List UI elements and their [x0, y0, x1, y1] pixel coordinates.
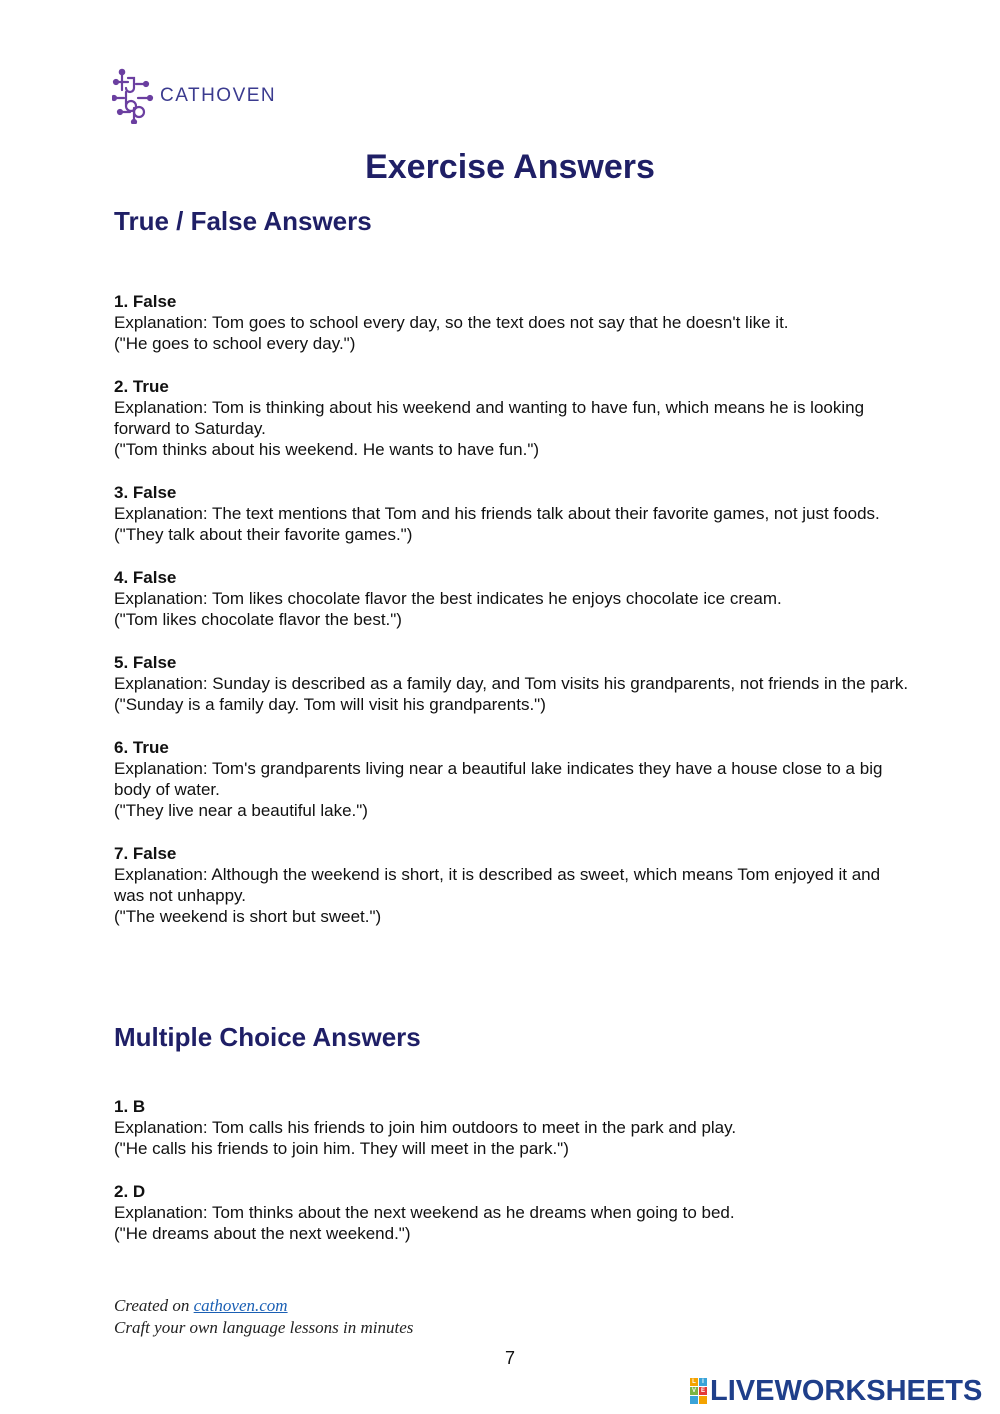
answer-item: [114, 482, 914, 545]
answer-item: [114, 843, 914, 927]
answer-explanation: Explanation: Tom calls his friends to join him outdoors to meet in the park and play.: [114, 1118, 737, 1137]
answer-quote: ("The weekend is short but sweet."): [114, 907, 382, 926]
section-heading-true-false: True / False Answers: [114, 206, 372, 236]
answer-explanation: Explanation: Tom is thinking about his weekend and wanting to have fun, which means he is looking forward to Saturday.: [114, 398, 865, 438]
answer-label: 4. False: [114, 568, 177, 587]
answer-label: 7. False: [114, 844, 177, 863]
brand-logo: [112, 68, 276, 124]
answer-label: 2. D: [114, 1182, 146, 1201]
answer-item: [114, 652, 914, 715]
footer: [114, 1295, 413, 1339]
true-false-answers: [114, 291, 914, 949]
answer-explanation: Explanation: Tom thinks about the next weekend as he dreams when going to bed.: [114, 1203, 735, 1222]
answer-quote: ("He goes to school every day."): [114, 334, 356, 353]
answer-explanation: Explanation: Tom's grandparents living near a beautiful lake indicates they have a house close to a big body of water.: [114, 759, 883, 799]
liveworksheets-text: LIVEWORKSHEETS: [710, 1374, 983, 1407]
answer-item: [114, 1096, 914, 1159]
lw-icon-letter: E: [700, 1388, 705, 1394]
answer-explanation: Explanation: Tom goes to school every day, so the text does not say that he doesn't like it.: [114, 313, 789, 332]
liveworksheets-logo-icon: [690, 1378, 707, 1404]
answer-label: 3. False: [114, 483, 177, 502]
circuit-logo-icon: [112, 68, 154, 124]
footer-tagline: Craft your own language lessons in minutes: [114, 1318, 414, 1337]
section-heading-multiple-choice: Multiple Choice Answers: [114, 1022, 421, 1052]
liveworksheets-watermark: [690, 1374, 982, 1408]
answer-label: 6. True: [114, 738, 169, 757]
answer-explanation: Explanation: Sunday is described as a family day, and Tom visits his grandparents, not friends in the park.: [114, 674, 909, 693]
answer-explanation: Explanation: The text mentions that Tom and his friends talk about their favorite games, not just foods.: [114, 504, 880, 523]
answer-item: [114, 567, 914, 630]
answer-label: 1. B: [114, 1097, 146, 1116]
footer-created-line: [114, 1295, 413, 1317]
answer-label: 2. True: [114, 377, 169, 396]
answer-label: 1. False: [114, 292, 177, 311]
answer-explanation: Explanation: Although the weekend is short, it is described as sweet, which means Tom enjoyed it and was not unhappy.: [114, 865, 881, 905]
answer-quote: ("Sunday is a family day. Tom will visit his grandparents."): [114, 695, 546, 714]
answer-quote: ("They talk about their favorite games."): [114, 525, 413, 544]
answer-item: [114, 1181, 914, 1244]
answer-item: [114, 737, 914, 821]
lw-icon-letter: L: [690, 1378, 698, 1386]
page-title: Exercise Answers: [365, 148, 655, 186]
lw-icon-letter: I: [699, 1378, 707, 1386]
answer-quote: ("Tom thinks about his weekend. He wants to have fun."): [114, 440, 540, 459]
answer-item: [114, 376, 914, 460]
answer-quote: ("They live near a beautiful lake."): [114, 801, 368, 820]
brand-name: CATHOVEN: [160, 85, 277, 106]
multiple-choice-answers: [114, 1096, 914, 1266]
page-number: 7: [504, 1348, 515, 1368]
footer-created-prefix: Created on: [114, 1296, 194, 1315]
answer-quote: ("He calls his friends to join him. They will meet in the park."): [114, 1139, 569, 1158]
answer-item: [114, 291, 914, 354]
footer-cathoven-link[interactable]: cathoven.com: [193, 1296, 288, 1315]
answer-quote: ("He dreams about the next weekend."): [114, 1224, 411, 1243]
lw-icon-letter: V: [691, 1388, 696, 1394]
answer-label: 5. False: [114, 653, 177, 672]
answer-quote: ("Tom likes chocolate flavor the best."): [114, 610, 402, 629]
answer-explanation: Explanation: Tom likes chocolate flavor the best indicates he enjoys chocolate ice cream.: [114, 589, 782, 608]
